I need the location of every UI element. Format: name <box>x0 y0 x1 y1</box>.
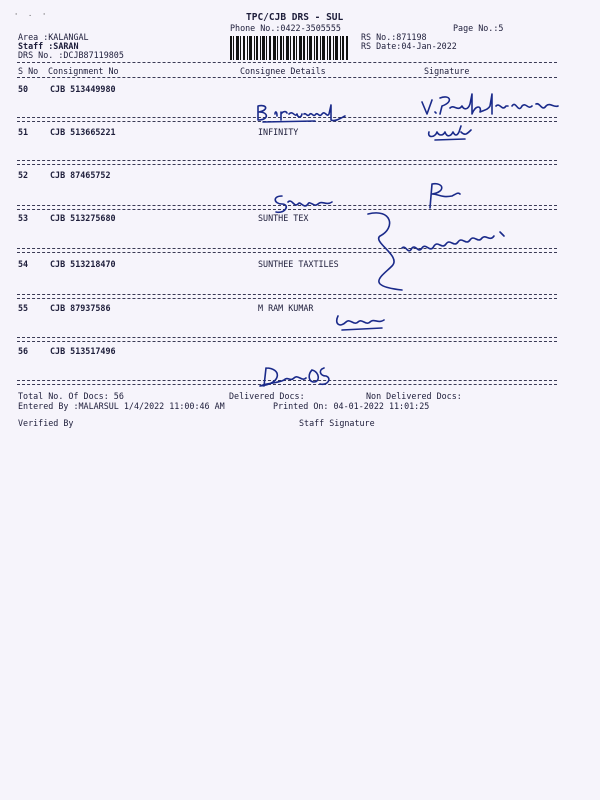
row-sno: 52 <box>18 170 29 180</box>
scan-mark: ' <box>14 12 19 20</box>
divider <box>17 298 557 299</box>
col-header-consignment: Consignment No <box>48 66 119 76</box>
non-delivered-docs: Non Delivered Docs: <box>366 391 462 401</box>
scan-mark: · <box>28 12 33 20</box>
rs-date: RS Date:04-Jan-2022 <box>361 41 457 51</box>
total-docs: Total No. Of Docs: 56 <box>18 391 124 401</box>
divider <box>17 337 557 338</box>
staff: Staff :SARAN <box>18 41 79 51</box>
signature-row53-54 <box>362 206 522 296</box>
row-consignment: CJB 87465752 <box>50 170 111 180</box>
signature-birammal <box>255 102 355 124</box>
page-number: Page No.:5 <box>453 23 504 33</box>
barcode <box>230 36 348 60</box>
scan-mark: ' <box>42 12 47 20</box>
phone-number: Phone No.:0422-3505555 <box>230 23 341 33</box>
row-sno: 55 <box>18 303 29 313</box>
area: Area :KALANGAL <box>18 32 89 42</box>
col-header-signature: Signature <box>424 66 470 76</box>
row-consignee: SUNTHE TEX <box>258 213 309 223</box>
row-sno: 54 <box>18 259 29 269</box>
signature-row52 <box>268 192 338 216</box>
divider <box>17 77 557 78</box>
row-consignment: CJB 87937586 <box>50 303 111 313</box>
row-consignee: INFINITY <box>258 127 299 137</box>
divider <box>17 160 557 161</box>
signature-row56 <box>256 364 336 388</box>
signature-row51 <box>425 124 475 142</box>
divider <box>17 62 557 63</box>
row-consignee: SUNTHEE TAXTILES <box>258 259 339 269</box>
row-consignment: CJB 513517496 <box>50 346 116 356</box>
row-consignment: CJB 513449980 <box>50 84 116 94</box>
doc-title: TPC/CJB DRS - SUL <box>246 12 344 23</box>
row-consignment: CJB 513275680 <box>50 213 116 223</box>
row-sno: 50 <box>18 84 29 94</box>
row-sno: 56 <box>18 346 29 356</box>
row-consignee: M RAM KUMAR <box>258 303 314 313</box>
verified-by: Verified By <box>18 418 74 428</box>
row-consignment: CJB 513665221 <box>50 127 116 137</box>
signature-row55 <box>332 312 392 332</box>
drs-number: DRS No. :DCJB87119805 <box>18 50 124 60</box>
printed-on: Printed On: 04-01-2022 11:01:25 <box>273 401 430 411</box>
row-sno: 53 <box>18 213 29 223</box>
row-sno: 51 <box>18 127 29 137</box>
delivered-docs: Delivered Docs: <box>229 391 305 401</box>
signature-balakrishnan <box>420 92 560 120</box>
col-header-consignee: Consignee Details <box>240 66 326 76</box>
row-consignment: CJB 513218470 <box>50 259 116 269</box>
rs-number: RS No.:871198 <box>361 32 427 42</box>
entered-by: Entered By :MALARSUL 1/4/2022 11:00:46 AM <box>18 401 225 411</box>
col-header-sno: S No <box>18 66 39 76</box>
divider <box>17 341 557 342</box>
divider <box>17 164 557 165</box>
staff-signature-label: Staff Signature <box>299 418 375 428</box>
